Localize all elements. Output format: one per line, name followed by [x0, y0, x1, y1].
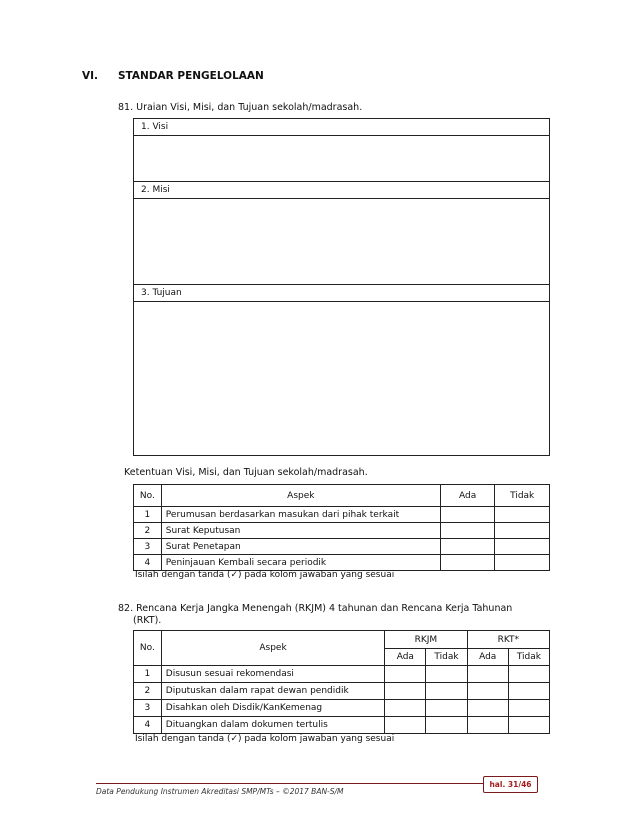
visi-answer-field[interactable]	[134, 136, 550, 182]
q82-note: Isilah dengan tanda (✓) pada kolom jawaban yang sesuai	[135, 734, 395, 744]
header-aspek: Aspek	[161, 631, 384, 666]
rkt-ada-cell[interactable]	[467, 666, 508, 683]
rkt-ada-cell[interactable]	[467, 717, 508, 734]
header-rkjm: RKJM	[385, 631, 467, 649]
rkjm-ada-cell[interactable]	[385, 683, 426, 700]
header-ada: Ada	[440, 485, 495, 507]
header-aspek: Aspek	[161, 485, 440, 507]
header-rkjm-ada: Ada	[385, 649, 426, 666]
row-aspek: Surat Keputusan	[161, 523, 440, 539]
row-aspek: Disusun sesuai rekomendasi	[161, 666, 384, 683]
misi-answer-field[interactable]	[134, 199, 550, 285]
visi-misi-tujuan-table	[133, 118, 550, 456]
rkjm-rkt-table	[133, 630, 550, 734]
table-row	[134, 683, 550, 700]
row-aspek: Diputuskan dalam rapat dewan pendidik	[161, 683, 384, 700]
ketentuan-title: Ketentuan Visi, Misi, dan Tujuan sekolah/madrasah.	[124, 467, 368, 478]
rkt-ada-cell[interactable]	[467, 700, 508, 717]
row-aspek: Peninjauan Kembali secara periodik	[161, 555, 440, 571]
tidak-cell[interactable]	[495, 555, 550, 571]
row-no: 4	[134, 717, 162, 734]
ketentuan-note: Isilah dengan tanda (✓) pada kolom jawaban yang sesuai	[135, 570, 395, 580]
rkjm-ada-cell[interactable]	[385, 700, 426, 717]
header-rkt-tidak: Tidak	[508, 649, 549, 666]
row-no: 3	[134, 700, 162, 717]
row-no: 1	[134, 666, 162, 683]
visi-label: 1. Visi	[134, 119, 550, 136]
ada-cell[interactable]	[440, 523, 495, 539]
table-row	[134, 666, 550, 683]
rkt-tidak-cell[interactable]	[508, 700, 549, 717]
section-title: STANDAR PENGELOLAAN	[118, 70, 264, 82]
table-row	[134, 523, 550, 539]
rkjm-ada-cell[interactable]	[385, 717, 426, 734]
row-aspek: Surat Penetapan	[161, 539, 440, 555]
ada-cell[interactable]	[440, 507, 495, 523]
table-row	[134, 717, 550, 734]
tidak-cell[interactable]	[495, 523, 550, 539]
row-no: 2	[134, 523, 162, 539]
table-row	[134, 555, 550, 571]
ada-cell[interactable]	[440, 555, 495, 571]
table-row	[134, 700, 550, 717]
rkjm-tidak-cell[interactable]	[426, 666, 467, 683]
table-row	[134, 507, 550, 523]
rkjm-tidak-cell[interactable]	[426, 700, 467, 717]
question-82-line1: 82. Rencana Kerja Jangka Menengah (RKJM) 4 tahunan dan Rencana Kerja Tahunan	[118, 603, 513, 614]
rkt-tidak-cell[interactable]	[508, 717, 549, 734]
table-row	[134, 539, 550, 555]
rkt-ada-cell[interactable]	[467, 683, 508, 700]
header-tidak: Tidak	[495, 485, 550, 507]
row-no: 3	[134, 539, 162, 555]
header-rkjm-tidak: Tidak	[426, 649, 467, 666]
rkjm-tidak-cell[interactable]	[426, 717, 467, 734]
header-rkt: RKT*	[467, 631, 549, 649]
row-no: 1	[134, 507, 162, 523]
section-number: VI.	[82, 70, 99, 82]
header-rkt-ada: Ada	[467, 649, 508, 666]
question-82-line2: (RKT).	[133, 615, 162, 626]
tujuan-label: 3. Tujuan	[134, 285, 550, 302]
header-no: No.	[134, 485, 162, 507]
row-aspek: Perumusan berdasarkan masukan dari pihak terkait	[161, 507, 440, 523]
rkjm-ada-cell[interactable]	[385, 666, 426, 683]
footer-divider	[96, 783, 536, 784]
ketentuan-table	[133, 484, 550, 571]
misi-label: 2. Misi	[134, 182, 550, 199]
row-aspek: Dituangkan dalam dokumen tertulis	[161, 717, 384, 734]
question-81: 81. Uraian Visi, Misi, dan Tujuan sekolah/madrasah.	[118, 102, 363, 113]
tidak-cell[interactable]	[495, 507, 550, 523]
row-aspek: Disahkan oleh Disdik/KanKemenag	[161, 700, 384, 717]
rkjm-tidak-cell[interactable]	[426, 683, 467, 700]
row-no: 2	[134, 683, 162, 700]
ada-cell[interactable]	[440, 539, 495, 555]
tidak-cell[interactable]	[495, 539, 550, 555]
header-no: No.	[134, 631, 162, 666]
tujuan-answer-field[interactable]	[134, 302, 550, 456]
rkt-tidak-cell[interactable]	[508, 666, 549, 683]
rkt-tidak-cell[interactable]	[508, 683, 549, 700]
row-no: 4	[134, 555, 162, 571]
footer-text: Data Pendukung Instrumen Akreditasi SMP/MTs – ©2017 BAN-S/M	[96, 787, 344, 796]
page-number-badge: hal. 31/46	[483, 776, 538, 793]
